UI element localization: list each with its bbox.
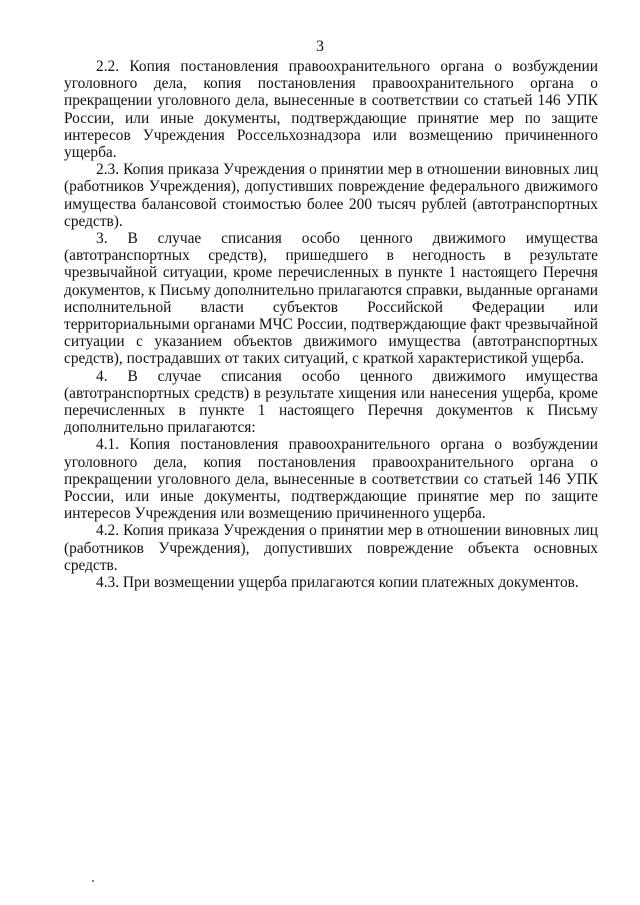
paragraph-2-3: 2.3. Копия приказа Учреждения о принятии мер в отношении виновных лиц (работников Учреждения), допустивших повреждение федерального движимого имущества балансовой стоимостью более 200 тысяч рублей (автотранспортных средств). (64, 161, 598, 230)
scan-speck (92, 880, 94, 882)
paragraph-4: 4. В случае списания особо ценного движимого имущества (автотранспортных средств) в результате хищения или нанесения ущерба, кроме перечисленных в пункте 1 настоящего Перечня документов к Письму дополнительно прилагаются: (64, 367, 598, 437)
paragraph-4-2: 4.2. Копия приказа Учреждения о принятии мер в отношении виновных лиц (работников Учреждения), допустивших повреждение объекта основных средств. (64, 522, 598, 574)
paragraph-3: 3. В случае списания особо ценного движимого имущества (автотранспортных средств), пришедшего в негодность в результате чрезвычайной ситуации, кроме перечисленных в пункте 1 настоящего Перечня документов, к Письму дополнительно прилагаются справки, выданные органами исполнительной власти субъектов Российской Федерации или территориальными органами МЧС России, подтверждающие факт чрезвычайной ситуации с указанием объектов движимого имущества (автотранспортных средств), пострадавших от таких ситуаций, с краткой характеристикой ущерба. (64, 230, 598, 368)
document-body (64, 58, 598, 591)
paragraph-4-3: 4.3. При возмещении ущерба прилагаются копии платежных документов. (96, 574, 579, 592)
page-number: 3 (316, 38, 324, 55)
paragraph-2-2: 2.2. Копия постановления правоохранительного органа о возбуждении уголовного дела, копия постановления правоохранительного органа о прекращении уголовного дела, вынесенные в соответствии со статьей 146 УПК России, или иные документы, подтверждающие принятие мер по защите интересов Учреждения Россельхознадзора или возмещению причиненного ущерба. (64, 58, 598, 162)
paragraph-4-1: 4.1. Копия постановления правоохранительного органа о возбуждении уголовного дела, копия постановления правоохранительного органа о прекращении уголовного дела, вынесенные в соответствии со статьей 146 УПК России, или иные документы, подтверждающие принятие мер по защите интересов Учреждения или возмещению причиненного ущерба. (64, 436, 598, 523)
